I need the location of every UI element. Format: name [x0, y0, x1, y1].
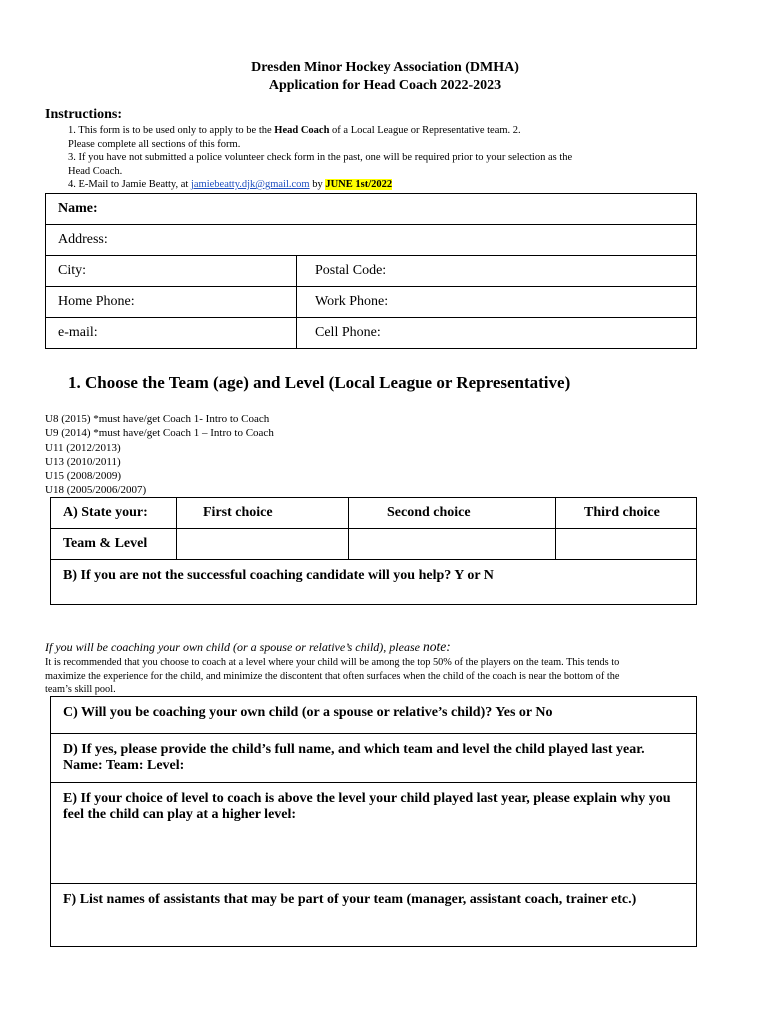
state-your-label: A) State your:	[51, 498, 177, 529]
instruction-item-1	[68, 124, 668, 138]
first-choice-header: First choice	[177, 498, 349, 529]
section-heading: 1. Choose the Team (age) and Level (Local League or Representative)	[68, 373, 571, 392]
instructions-heading: Instructions:	[45, 107, 123, 122]
instruction-item-3: 3. If you have not submitted a police volunteer check form in the past, one will be required prior to your selection as the	[68, 152, 573, 163]
email-link[interactable]: jamiebeatty.djk@gmail.com	[190, 179, 310, 190]
note-paragraph	[45, 656, 725, 697]
choice-table	[50, 497, 697, 605]
instruction-item-4	[68, 178, 668, 192]
help-question[interactable]: B) If you are not the successful coaching candidate will you help? Y or N	[51, 560, 697, 605]
team-level-label: Team & Level	[51, 529, 177, 560]
question-d[interactable]: D) If yes, please provide the child’s full name, and which team and level the child played last year. Name: Team: Level:	[51, 734, 697, 783]
instruction-bold: Head Coach	[274, 125, 330, 136]
note-line: maximize the experience for the child, and minimize the discontent that often surfaces when the child of the coach is near the bottom of the	[45, 670, 620, 682]
third-choice-input[interactable]	[556, 529, 697, 560]
email-field[interactable]: e-mail:	[46, 318, 297, 349]
age-item: U8 (2015) *must have/get Coach 1- Intro to Coach	[45, 413, 270, 425]
note-heading-text: If you will be coaching your own child (or a spouse or relative’s child), please	[45, 640, 423, 654]
age-item: U15 (2008/2009)	[45, 470, 122, 483]
second-choice-header: Second choice	[349, 498, 556, 529]
question-f[interactable]: F) List names of assistants that may be part of your team (manager, assistant coach, trainer etc.)	[51, 884, 697, 947]
form-subtitle: Application for Head Coach 2022-2023	[268, 78, 502, 93]
postal-code-field[interactable]: Postal Code:	[297, 256, 697, 287]
work-phone-field[interactable]: Work Phone:	[297, 287, 697, 318]
instruction-text: 4. E-Mail to Jamie Beatty, at	[68, 179, 191, 190]
note-heading	[45, 639, 451, 655]
city-field[interactable]: City:	[46, 256, 297, 287]
instruction-item-3-cont: Head Coach.	[68, 165, 123, 177]
note-line: team’s skill pool.	[45, 684, 116, 695]
home-phone-field[interactable]: Home Phone:	[46, 287, 297, 318]
first-choice-input[interactable]	[177, 529, 349, 560]
note-line: It is recommended that you choose to coach at a level where your child will be among the top 50% of the players on the team. This tends to	[45, 657, 620, 668]
instruction-item-2: Please complete all sections of this form.	[68, 138, 241, 150]
age-item: U11 (2012/2013)	[45, 441, 121, 454]
third-choice-header: Third choice	[556, 498, 697, 529]
question-c[interactable]: C) Will you be coaching your own child (or a spouse or relative’s child)? Yes or No	[51, 697, 697, 734]
instruction-text: by	[309, 179, 326, 190]
form-title: Dresden Minor Hockey Association (DMHA)	[251, 60, 519, 75]
name-field[interactable]: Name:	[46, 194, 697, 225]
second-choice-input[interactable]	[349, 529, 556, 560]
address-field[interactable]: Address:	[46, 225, 697, 256]
age-list	[45, 412, 274, 498]
instruction-text: 1. This form is to be used only to apply to be the	[68, 125, 275, 136]
age-item: U9 (2014) *must have/get Coach 1 – Intro to Coach	[45, 427, 274, 440]
note-heading-end: note:	[422, 639, 451, 654]
deadline-highlight: JUNE 1st/2022	[325, 179, 393, 190]
cell-phone-field[interactable]: Cell Phone:	[297, 318, 697, 349]
contact-table	[45, 193, 697, 349]
age-item: U13 (2010/2011)	[45, 455, 121, 468]
age-item: U18 (2005/2006/2007)	[45, 484, 147, 497]
questions-table	[50, 696, 697, 947]
instruction-text: of a Local League or Representative team. 2.	[329, 125, 521, 136]
question-e[interactable]: E) If your choice of level to coach is above the level your child played last year, please explain why you feel the child can play at a higher level:	[51, 783, 697, 884]
